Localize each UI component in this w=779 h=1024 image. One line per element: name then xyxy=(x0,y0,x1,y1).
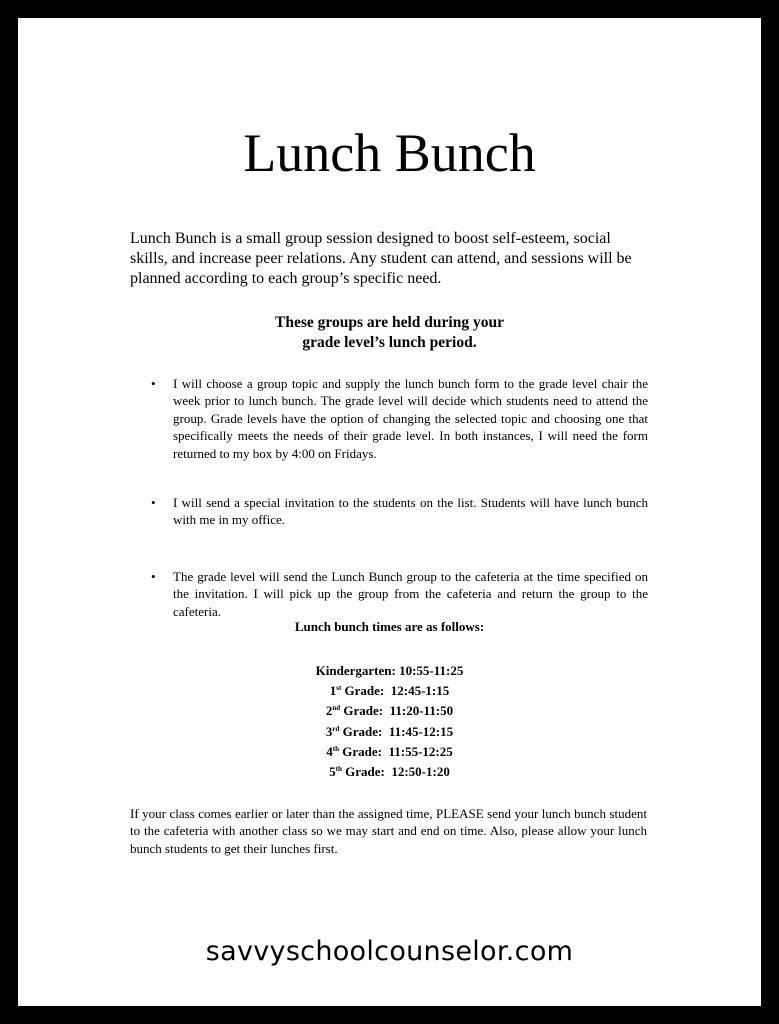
time-row-label: Grade: xyxy=(344,683,385,699)
grade-number: 1 xyxy=(329,683,337,699)
time-row-grade-4 xyxy=(18,742,761,762)
list-item-text: I will send a special invitation to the students on the list. Students will have lunch bunch with me in my office. xyxy=(173,495,648,528)
grade-ordinal-suffix: th xyxy=(335,765,342,774)
list-item xyxy=(151,375,648,462)
time-row-grade-3 xyxy=(18,722,761,742)
schedule-note-line-2: grade level’s lunch period. xyxy=(302,334,477,351)
schedule-note-line-1: These groups are held during your xyxy=(275,314,504,331)
time-row-time: 12:45-1:15 xyxy=(390,683,450,699)
closing-paragraph: If your class comes earlier or later than the assigned time, PLEASE send your lunch bunch student to the cafeteria with another class so we may start and end on time. Also, please allow your lunch bunch students to get their lunches first. xyxy=(130,806,647,856)
times-heading: Lunch bunch times are as follows: xyxy=(294,619,485,634)
page-title: Lunch Bunch xyxy=(243,123,536,183)
intro-paragraph: Lunch Bunch is a small group session designed to boost self-esteem, social skills, and increase peer relations. Any student can attend, and sessions will be planned according to each group’s specific need. xyxy=(130,230,632,287)
grade-ordinal-suffix: st xyxy=(336,684,342,693)
time-row-label: Grade: xyxy=(342,743,382,759)
bullet-icon: • xyxy=(151,568,156,584)
list-item-text: I will choose a group topic and supply the lunch bunch form to the grade level chair the week prior to lunch bunch. The grade level will decide which students need to attend the group. Grade levels have the option of changing the selected topic and choosing one that specifically meets the needs of their grade level. In both instances, I will need the form returned to my box by 4:00 on Fridays. xyxy=(173,376,648,461)
time-row-label: Grade: xyxy=(342,723,383,739)
bullet-icon: • xyxy=(151,495,156,511)
website-url: savvyschoolcounselor.com xyxy=(205,936,574,967)
schedule-note xyxy=(18,313,761,353)
times-list xyxy=(18,661,761,782)
time-row-label: Kindergarten: xyxy=(315,663,396,678)
time-row-time: 11:55-12:25 xyxy=(388,743,453,759)
time-row-time: 11:45-12:15 xyxy=(388,723,454,739)
time-row-grade-5 xyxy=(18,762,761,782)
grade-ordinal-suffix: nd xyxy=(332,704,341,713)
grade-number: 2 xyxy=(325,703,333,719)
time-row-time: 10:55-11:25 xyxy=(399,663,464,678)
grade-ordinal-suffix: th xyxy=(332,744,339,753)
document-page xyxy=(18,18,761,1006)
grade-number: 4 xyxy=(326,743,333,759)
list-item xyxy=(151,568,648,620)
time-row-label: Grade: xyxy=(343,703,384,719)
procedure-list xyxy=(151,375,648,620)
list-item xyxy=(151,494,648,529)
grade-number: 5 xyxy=(329,764,336,780)
time-row-grade-1 xyxy=(18,681,761,701)
time-row-time: 12:50-1:20 xyxy=(391,764,450,780)
grade-ordinal-suffix: rd xyxy=(332,724,340,733)
time-row-time: 11:20-11:50 xyxy=(389,703,454,719)
grade-number: 3 xyxy=(325,723,333,739)
list-item-text: The grade level will send the Lunch Bunch group to the cafeteria at the time specified on the invitation. I will pick up the group from the cafeteria and return the group to the cafeteria. xyxy=(173,568,648,619)
bullet-icon: • xyxy=(151,376,156,391)
time-row-label: Grade: xyxy=(345,764,385,780)
time-row-grade-2 xyxy=(18,701,761,721)
time-row-kindergarten xyxy=(18,661,761,681)
